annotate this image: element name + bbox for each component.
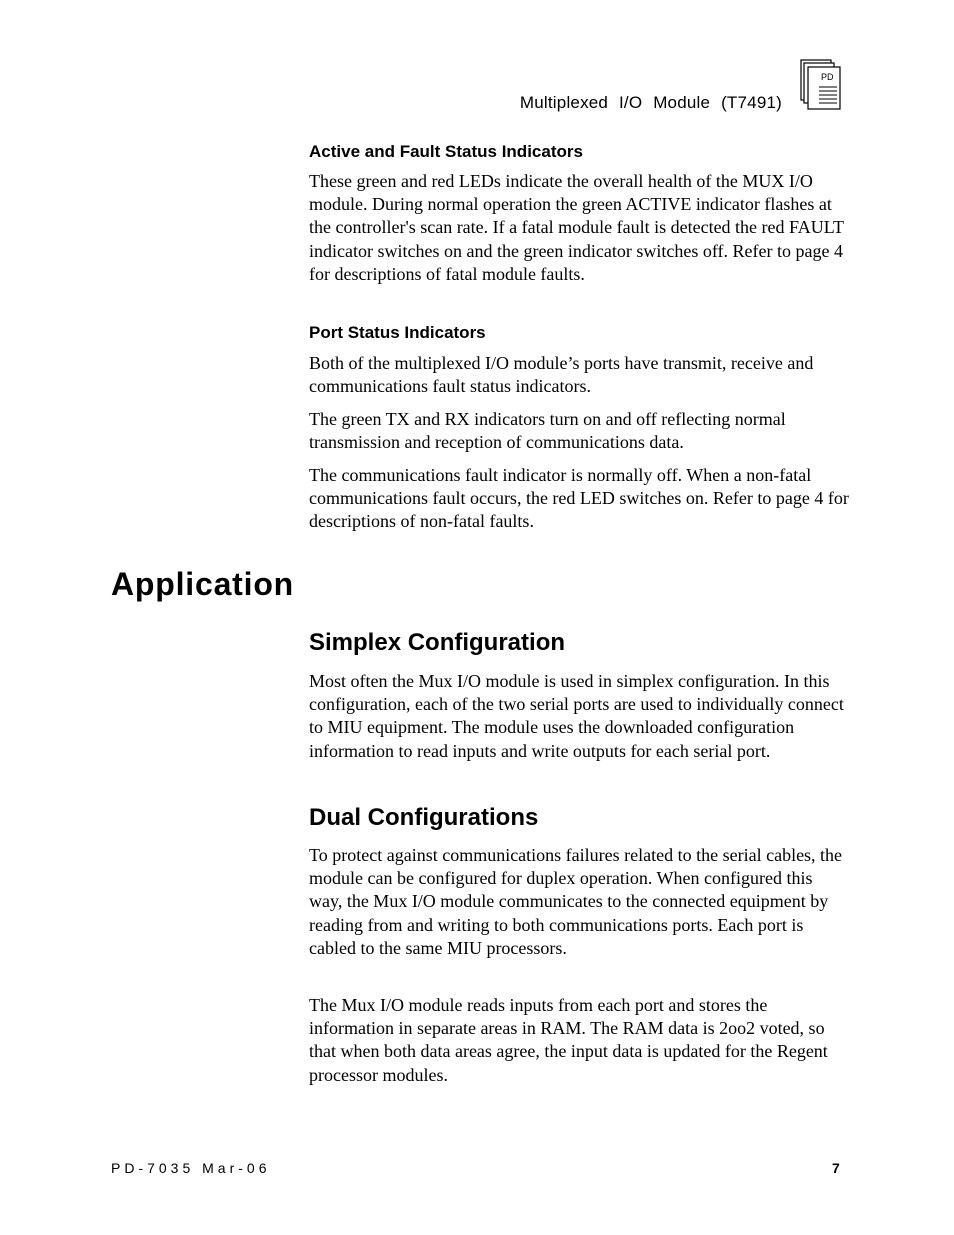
svg-text:PD: PD — [821, 72, 834, 82]
paragraph-port-status-3 — [309, 464, 849, 534]
paragraph-dual-2 — [309, 994, 849, 1087]
paragraph-text: The Mux I/O module reads inputs from each port and stores the information in separate areas in RAM. The RAM data is 2oo2 voted, so that when both data areas agree, the input data is updated for the Regent processor modules. — [309, 995, 828, 1085]
page-header-title: Multiplexed I/O Module (T7491) — [519, 93, 782, 112]
section-active-fault — [309, 142, 849, 162]
paragraph-dual-1 — [309, 844, 849, 960]
heading-dual: Dual Configurations — [309, 804, 539, 831]
heading-simplex: Simplex Configuration — [309, 629, 566, 656]
footer-page-number: 7 — [832, 1160, 840, 1176]
section-port-status — [309, 323, 849, 343]
pd-document-icon — [800, 59, 842, 111]
footer-doc-id: PD-7035 Mar-06 — [111, 1160, 271, 1176]
paragraph-text: To protect against communications failures related to the serial cables, the module can be configured for duplex operation. When configured this way, the Mux I/O module communicates to the connected equipment by reading from and writing to both communications ports. Each port is cabled to the same MIU processors. — [309, 845, 843, 958]
heading-port-status: Port Status Indicators — [309, 323, 486, 342]
paragraph-port-status-1 — [309, 352, 849, 398]
paragraph-active-fault — [309, 170, 849, 286]
paragraph-text: The communications fault indicator is normally off. When a non-fatal communications fault occurs, the red LED switches on. Refer to page 4 for descriptions of non-fatal faults. — [309, 465, 849, 532]
paragraph-simplex — [309, 670, 849, 763]
paragraph-text: The green TX and RX indicators turn on and off reflecting normal transmission and reception of communications data. — [309, 409, 786, 453]
heading-active-fault: Active and Fault Status Indicators — [309, 142, 583, 161]
paragraph-port-status-2 — [309, 408, 849, 454]
paragraph-text: Most often the Mux I/O module is used in simplex configuration. In this configuration, each of the two serial ports are used to individually connect to MIU equipment. The module uses the downloaded configuration information to read inputs and write outputs for each serial port. — [309, 671, 844, 761]
heading-application: Application — [111, 566, 295, 602]
paragraph-text: Both of the multiplexed I/O module’s ports have transmit, receive and communications fault status indicators. — [309, 353, 814, 397]
paragraph-text: These green and red LEDs indicate the overall health of the MUX I/O module. During normal operation the green ACTIVE indicator flashes at the controller's scan rate. If a fatal module fault is detected the red FAULT indicator switches on and the green indicator switches off. Refer to page 4 for descriptions of fatal module faults. — [309, 171, 844, 284]
section-dual — [309, 804, 849, 832]
section-simplex — [309, 629, 849, 657]
